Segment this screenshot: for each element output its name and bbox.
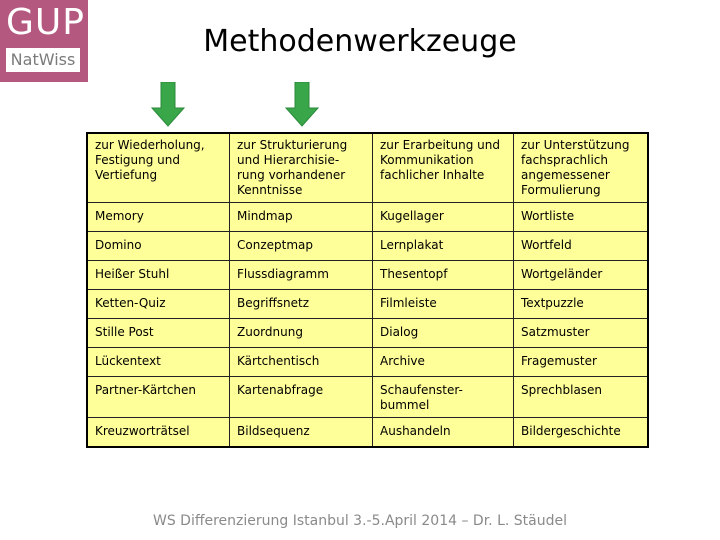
logo-top-text: GUP xyxy=(6,2,85,43)
table-row xyxy=(87,377,648,418)
table-cell: Mindmap xyxy=(230,203,373,232)
methods-table xyxy=(86,132,649,448)
table-cell: Kartenabfrage xyxy=(230,377,373,418)
table-cell: Textpuzzle xyxy=(514,290,649,319)
page-title: Methodenwerkzeuge xyxy=(203,24,517,59)
table-row xyxy=(87,203,648,232)
table-cell: Domino xyxy=(87,232,230,261)
table-cell: Bildsequenz xyxy=(230,418,373,447)
header-cell: zur Wiederholung, Festigung und Vertiefung xyxy=(87,133,230,203)
table-cell: Wortliste xyxy=(514,203,649,232)
table-cell: Satzmuster xyxy=(514,319,649,348)
table-cell: Dialog xyxy=(373,319,514,348)
gup-natwiss-logo xyxy=(0,0,88,82)
table-cell: Lernplakat xyxy=(373,232,514,261)
down-arrow-icon xyxy=(284,82,320,128)
table-cell: Heißer Stuhl xyxy=(87,261,230,290)
table-cell: Wortfeld xyxy=(514,232,649,261)
table-row xyxy=(87,261,648,290)
table-cell: Kärtchentisch xyxy=(230,348,373,377)
logo-bottom-text: NatWiss xyxy=(6,48,80,72)
header-cell: zur Strukturierung und Hierarchisie-rung vorhandener Kenntnisse xyxy=(230,133,373,203)
table-row xyxy=(87,418,648,447)
table-cell: Partner-Kärtchen xyxy=(87,377,230,418)
table-cell: Lückentext xyxy=(87,348,230,377)
table-cell: Archive xyxy=(373,348,514,377)
table-cell: Conzeptmap xyxy=(230,232,373,261)
table-cell: Fragemuster xyxy=(514,348,649,377)
table-header-row xyxy=(87,133,648,203)
header-cell: zur Erarbeitung und Kommunikation fachlicher Inhalte xyxy=(373,133,514,203)
table-cell: Aushandeln xyxy=(373,418,514,447)
table-cell: Zuordnung xyxy=(230,319,373,348)
table-cell: Begriffsnetz xyxy=(230,290,373,319)
table-cell: Stille Post xyxy=(87,319,230,348)
table-row xyxy=(87,319,648,348)
table-cell: Sprechblasen xyxy=(514,377,649,418)
table-cell: Kreuzworträtsel xyxy=(87,418,230,447)
table-cell: Thesentopf xyxy=(373,261,514,290)
table-cell: Schaufenster-bummel xyxy=(373,377,514,418)
table-row xyxy=(87,348,648,377)
down-arrow-icon xyxy=(150,82,186,128)
table-cell: Ketten-Quiz xyxy=(87,290,230,319)
header-cell: zur Unterstützung fachsprachlich angemessener Formulierung xyxy=(514,133,649,203)
footer-text: WS Differenzierung Istanbul 3.-5.April 2014 – Dr. L. Stäudel xyxy=(152,513,567,529)
table-cell: Memory xyxy=(87,203,230,232)
table-row xyxy=(87,290,648,319)
table-cell: Bildergeschichte xyxy=(514,418,649,447)
table-cell: Filmleiste xyxy=(373,290,514,319)
table-row xyxy=(87,232,648,261)
table-cell: Kugellager xyxy=(373,203,514,232)
table-cell: Flussdiagramm xyxy=(230,261,373,290)
table-cell: Wortgeländer xyxy=(514,261,649,290)
